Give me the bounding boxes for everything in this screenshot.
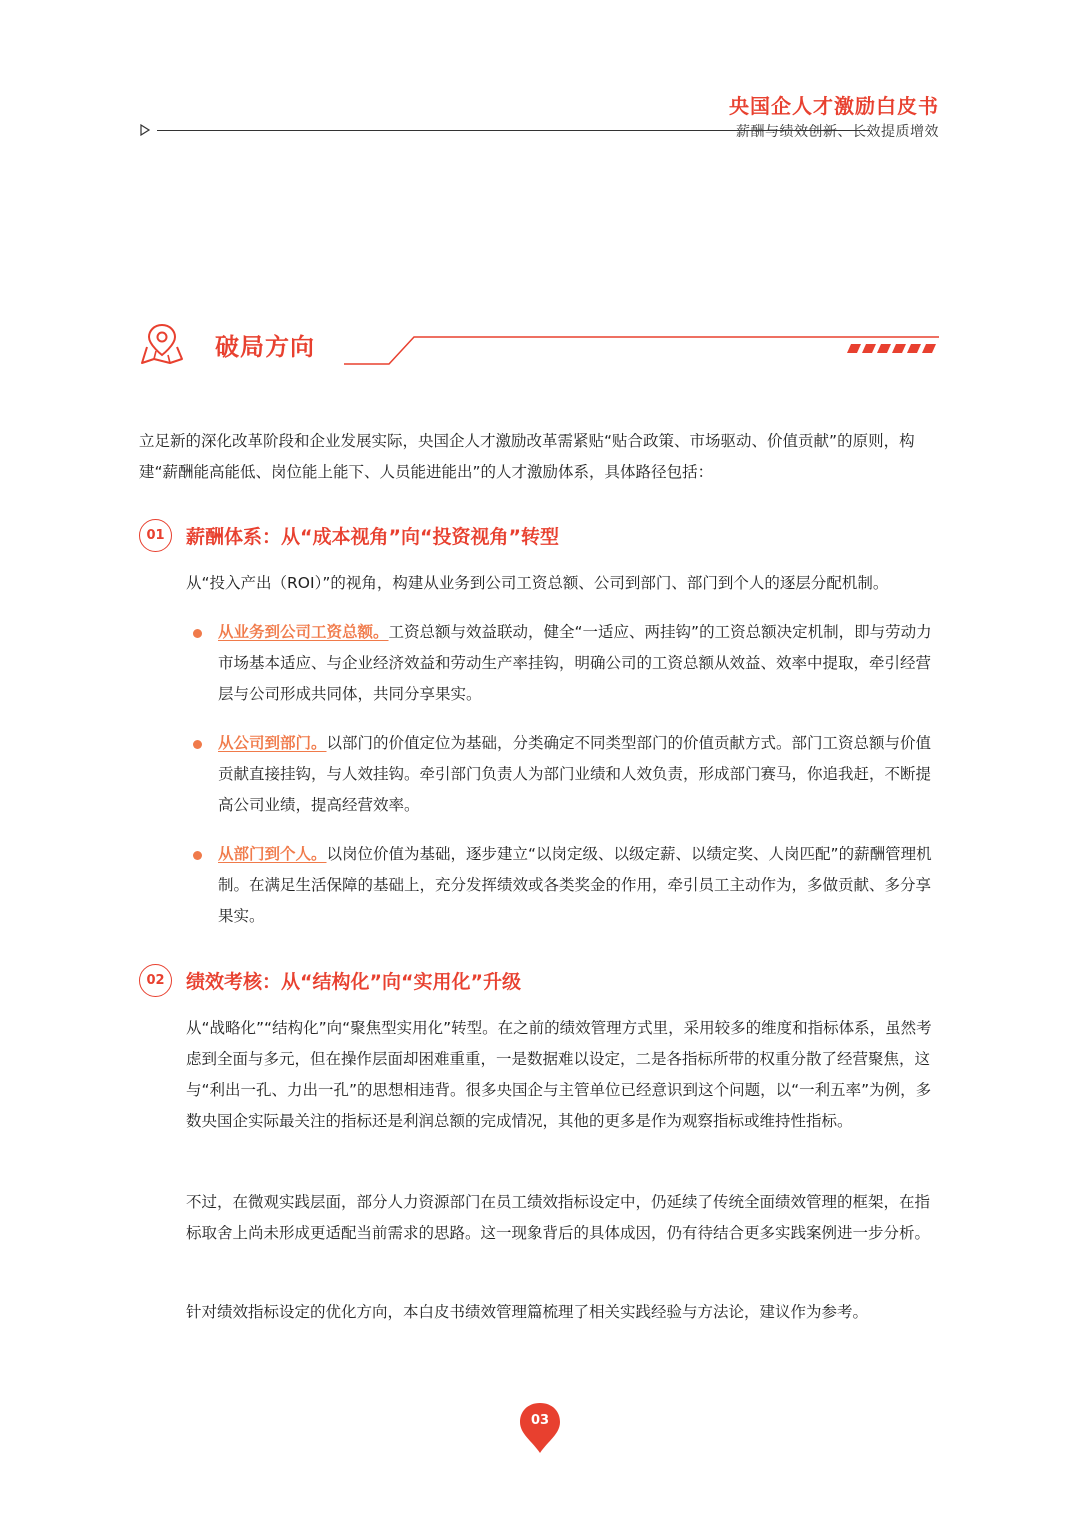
bullet-label: 从公司到部门。 bbox=[218, 734, 327, 752]
section-2-paragraph: 针对绩效指标设定的优化方向，本白皮书绩效管理篇梳理了相关实践经验与方法论，建议作为参考。 bbox=[186, 1303, 869, 1321]
section-2-title: 绩效考核：从“结构化”向“实用化”升级 bbox=[186, 971, 521, 993]
triangle-right-icon bbox=[139, 124, 151, 136]
section-banner-title: 破局方向 bbox=[215, 333, 315, 361]
section-1-lead: 从“投入产出（ROI）”的视角，构建从业务到公司工资总额、公司到部门、部门到个人的逐层分配机制。 bbox=[186, 574, 889, 592]
section-2-heading bbox=[139, 964, 939, 1000]
section-1-number: 01 bbox=[139, 519, 172, 552]
page-number: 03 bbox=[530, 1413, 550, 1428]
section-1-title: 薪酬体系：从“成本视角”向“投资视角”转型 bbox=[186, 526, 559, 548]
bullet-dot bbox=[193, 851, 202, 860]
section-2-paragraph: 不过，在微观实践层面，部分人力资源部门在员工绩效指标设定中，仍延续了传统全面绩效管理的框架，在指标取舍上尚未形成更适配当前需求的思路。这一现象背后的具体成因，仍有待结合更多实践案例进一步分析。 bbox=[186, 1193, 931, 1242]
map-pin-icon bbox=[139, 321, 185, 367]
header-title: 央国企人才激励白皮书 bbox=[729, 94, 939, 118]
bullet-text: 工资总额与效益联动，健全“一适应、两挂钩”的工资总额决定机制，即与劳动力市场基本适应、与企业经济效益和劳动生产率挂钩，明确公司的工资总额从效益、效率中提取，牵引经营层与公司形成共同体，共同分享果实。 bbox=[218, 623, 932, 703]
section-2-paragraph: 从“战略化”“结构化”向“聚焦型实用化”转型。在之前的绩效管理方式里，采用较多的维度和指标体系，虽然考虑到全面与多元，但在操作层面却困难重重，一是数据难以设定，二是各指标所带的权重分散了经营聚焦，这与“利出一孔、力出一孔”的思想相违背。很多央国企与主管单位已经意识到这个问题，以“一利五率”为例，多数央国企实际最关注的指标还是利润总额的完成情况，其他的更多是作为观察指标或维持性指标。 bbox=[186, 1019, 932, 1130]
list-item bbox=[186, 728, 942, 821]
section-banner bbox=[139, 319, 939, 369]
banner-decoration bbox=[339, 319, 939, 369]
list-item bbox=[186, 839, 942, 932]
bullet-dot bbox=[193, 740, 202, 749]
section-1-heading bbox=[139, 519, 939, 555]
page-number-badge bbox=[517, 1401, 563, 1455]
list-item bbox=[186, 617, 942, 710]
bullet-label: 从业务到公司工资总额。 bbox=[218, 623, 389, 641]
bullet-label: 从部门到个人。 bbox=[218, 845, 327, 863]
bullet-text: 以岗位价值为基础，逐步建立“以岗定级、以级定薪、以绩定奖、人岗匹配”的薪酬管理机制。在满足生活保障的基础上，充分发挥绩效或各类奖金的作用，牵引员工主动作为，多做贡献、多分享果实。 bbox=[218, 845, 932, 925]
section-2-number: 02 bbox=[139, 964, 172, 997]
bullet-dot bbox=[193, 629, 202, 638]
intro-paragraph: 立足新的深化改革阶段和企业发展实际，央国企人才激励改革需紧贴“贴合政策、市场驱动、价值贡献”的原则，构建“薪酬能高能低、岗位能上能下、人员能进能出”的人才激励体系，具体路径包括： bbox=[139, 432, 915, 481]
location-pin-icon bbox=[517, 1401, 563, 1455]
bullet-text: 以部门的价值定位为基础，分类确定不同类型部门的价值贡献方式。部门工资总额与价值贡献直接挂钩，与人效挂钩。牵引部门负责人为部门业绩和人效负责，形成部门赛马，你追我赶，不断提高公司业绩，提高经营效率。 bbox=[218, 734, 932, 814]
header-subtitle: 薪酬与绩效创新、长效提质增效 bbox=[736, 124, 939, 140]
